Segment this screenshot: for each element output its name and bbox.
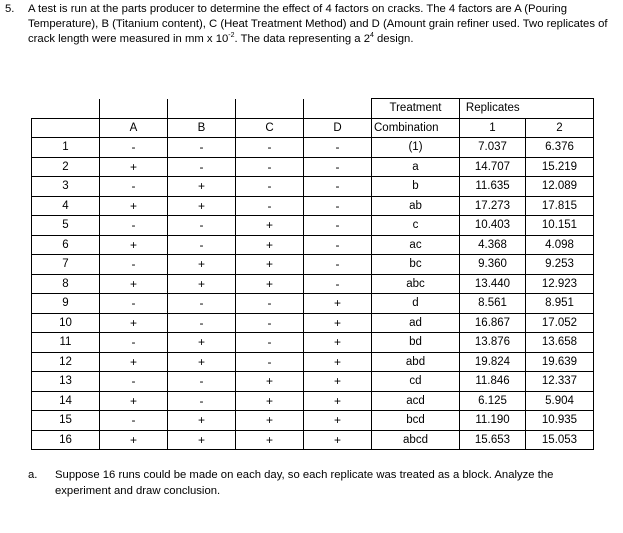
factor-c-cell: - [236,196,304,216]
replicate-2-cell: 19.639 [526,352,594,372]
factor-a-cell: - [100,333,168,353]
replicate-1-cell: 9.360 [460,255,526,275]
table-row [32,372,594,392]
factor-c-cell: + [236,235,304,255]
factor-b-cell: - [168,216,236,236]
header-blank [304,99,372,119]
header-blank [236,99,304,119]
run-number-cell: 12 [32,352,100,372]
problem-text-part3: design. [373,33,414,45]
table-row [32,391,594,411]
treatment-combination-cell: abcd [372,430,460,450]
treatment-combination-cell: abc [372,274,460,294]
replicate-1-cell: 8.561 [460,294,526,314]
replicate-1-header: 1 [460,118,526,138]
factor-a-cell: + [100,313,168,333]
factor-b-cell: - [168,391,236,411]
problem-text-part1: A test is run at the parts producer to determine the effect of 4 factors on cracks. The 4 factors are A (Pouring Temperature), B (Titanium content), C (Heat Treatment Method) and D (Amount grain refiner used. Two replicates of crack length were measured in mm x 10 [28,3,608,45]
header-blank [168,99,236,119]
replicate-2-cell: 12.089 [526,177,594,197]
factor-c-cell: + [236,274,304,294]
run-number-cell: 16 [32,430,100,450]
replicate-2-cell: 17.052 [526,313,594,333]
replicate-1-cell: 14.707 [460,157,526,177]
factor-d-cell: - [304,255,372,275]
factor-a-cell: - [100,255,168,275]
run-number-cell: 6 [32,235,100,255]
factor-b-cell: + [168,177,236,197]
run-number-cell: 9 [32,294,100,314]
factor-b-cell: + [168,274,236,294]
replicate-2-cell: 9.253 [526,255,594,275]
treatment-header: Treatment [372,99,460,119]
factor-d-cell: + [304,294,372,314]
replicate-2-cell: 12.337 [526,372,594,392]
factor-d-cell: - [304,177,372,197]
factor-b-header: B [168,118,236,138]
treatment-combination-cell: abd [372,352,460,372]
run-number-cell: 11 [32,333,100,353]
replicate-2-cell: 15.053 [526,430,594,450]
table-row [32,411,594,431]
replicate-1-cell: 11.846 [460,372,526,392]
factor-c-cell: - [236,138,304,158]
factor-c-cell: + [236,411,304,431]
run-number-cell: 4 [32,196,100,216]
table-row [32,138,594,158]
run-number-cell: 13 [32,372,100,392]
treatment-combination-cell: b [372,177,460,197]
treatment-combination-cell: acd [372,391,460,411]
factor-a-cell: + [100,235,168,255]
design-table-body [32,99,594,450]
header-blank [32,99,100,119]
treatment-combination-cell: bcd [372,411,460,431]
run-number-cell: 1 [32,138,100,158]
table-row [32,177,594,197]
replicate-2-cell: 15.219 [526,157,594,177]
factor-a-cell: + [100,352,168,372]
table-row [32,352,594,372]
problem-number: 5. [5,3,15,15]
factor-a-cell: + [100,391,168,411]
treatment-combination-cell: cd [372,372,460,392]
exponent-four: 4 [369,32,374,40]
header-blank [526,99,594,119]
replicate-2-cell: 12.923 [526,274,594,294]
table-row [32,255,594,275]
run-header [32,118,100,138]
question-label: a. [28,469,38,481]
factor-b-cell: - [168,313,236,333]
table-row [32,196,594,216]
replicate-1-cell: 16.867 [460,313,526,333]
replicate-1-cell: 13.876 [460,333,526,353]
combination-header: Combination [372,118,460,138]
question-text: Suppose 16 runs could be made on each day, so each replicate was treated as a block. Analyze the experiment and draw conclusion. [55,469,554,497]
factor-c-cell: - [236,333,304,353]
factor-a-cell: - [100,216,168,236]
run-number-cell: 7 [32,255,100,275]
factor-a-cell: - [100,411,168,431]
run-number-cell: 10 [32,313,100,333]
factor-d-cell: - [304,196,372,216]
replicate-1-cell: 19.824 [460,352,526,372]
factor-a-cell: - [100,138,168,158]
replicate-1-cell: 13.440 [460,274,526,294]
replicate-2-cell: 17.815 [526,196,594,216]
factor-c-cell: - [236,177,304,197]
replicate-2-cell: 6.376 [526,138,594,158]
replicate-2-cell: 5.904 [526,391,594,411]
replicate-1-cell: 17.273 [460,196,526,216]
exponent-minus-two: -2 [228,32,235,40]
problem-text [28,2,613,47]
factor-b-cell: + [168,196,236,216]
run-number-cell: 15 [32,411,100,431]
factor-a-cell: + [100,157,168,177]
treatment-combination-cell: a [372,157,460,177]
factor-c-cell: + [236,372,304,392]
table-row [32,313,594,333]
run-number-cell: 14 [32,391,100,411]
replicate-1-cell: 4.368 [460,235,526,255]
factor-a-header: A [100,118,168,138]
factor-a-cell: + [100,196,168,216]
treatment-combination-cell: (1) [372,138,460,158]
factor-b-cell: - [168,138,236,158]
run-number-cell: 8 [32,274,100,294]
replicate-2-cell: 10.935 [526,411,594,431]
factor-d-cell: - [304,216,372,236]
replicate-2-cell: 13.658 [526,333,594,353]
replicate-1-cell: 11.635 [460,177,526,197]
replicate-2-cell: 10.151 [526,216,594,236]
factor-d-cell: + [304,372,372,392]
replicate-1-cell: 15.653 [460,430,526,450]
factor-d-cell: + [304,352,372,372]
factor-c-cell: + [236,216,304,236]
factor-c-cell: + [236,391,304,411]
factor-b-cell: + [168,255,236,275]
treatment-combination-cell: ad [372,313,460,333]
replicate-2-header: 2 [526,118,594,138]
treatment-combination-cell: bd [372,333,460,353]
factor-b-cell: - [168,294,236,314]
factor-c-cell: + [236,255,304,275]
replicate-2-cell: 4.098 [526,235,594,255]
table-row [32,333,594,353]
replicates-header: Replicates [460,99,526,119]
factor-d-cell: - [304,235,372,255]
factor-d-cell: + [304,313,372,333]
header-row-1 [32,99,594,119]
factor-a-cell: - [100,372,168,392]
table-row [32,294,594,314]
table-row [32,157,594,177]
factor-b-cell: - [168,157,236,177]
factor-d-header: D [304,118,372,138]
factor-b-cell: + [168,430,236,450]
table-row [32,216,594,236]
run-number-cell: 2 [32,157,100,177]
problem-text-part2: . The data representing a 2 [234,33,370,45]
factor-c-header: C [236,118,304,138]
factor-d-cell: + [304,430,372,450]
factor-c-cell: + [236,430,304,450]
table-row [32,274,594,294]
replicate-1-cell: 11.190 [460,411,526,431]
factor-b-cell: + [168,352,236,372]
factor-d-cell: + [304,333,372,353]
factor-c-cell: - [236,157,304,177]
factor-a-cell: - [100,294,168,314]
factor-c-cell: - [236,313,304,333]
run-number-cell: 3 [32,177,100,197]
replicate-1-cell: 7.037 [460,138,526,158]
factor-d-cell: - [304,274,372,294]
header-row-2 [32,118,594,138]
factor-d-cell: - [304,138,372,158]
treatment-combination-cell: d [372,294,460,314]
table-row [32,235,594,255]
factor-b-cell: + [168,333,236,353]
factor-d-cell: + [304,411,372,431]
table-row [32,430,594,450]
factor-a-cell: + [100,430,168,450]
treatment-combination-cell: bc [372,255,460,275]
factor-b-cell: + [168,411,236,431]
factor-d-cell: + [304,391,372,411]
factor-a-cell: - [100,177,168,197]
run-number-cell: 5 [32,216,100,236]
treatment-combination-cell: ab [372,196,460,216]
replicate-2-cell: 8.951 [526,294,594,314]
factor-c-cell: - [236,352,304,372]
factor-c-cell: - [236,294,304,314]
replicate-1-cell: 10.403 [460,216,526,236]
replicate-1-cell: 6.125 [460,391,526,411]
treatment-combination-cell: ac [372,235,460,255]
factor-d-cell: - [304,157,372,177]
factor-a-cell: + [100,274,168,294]
header-blank [100,99,168,119]
factor-b-cell: - [168,372,236,392]
factor-b-cell: - [168,235,236,255]
design-table [31,98,594,450]
treatment-combination-cell: c [372,216,460,236]
